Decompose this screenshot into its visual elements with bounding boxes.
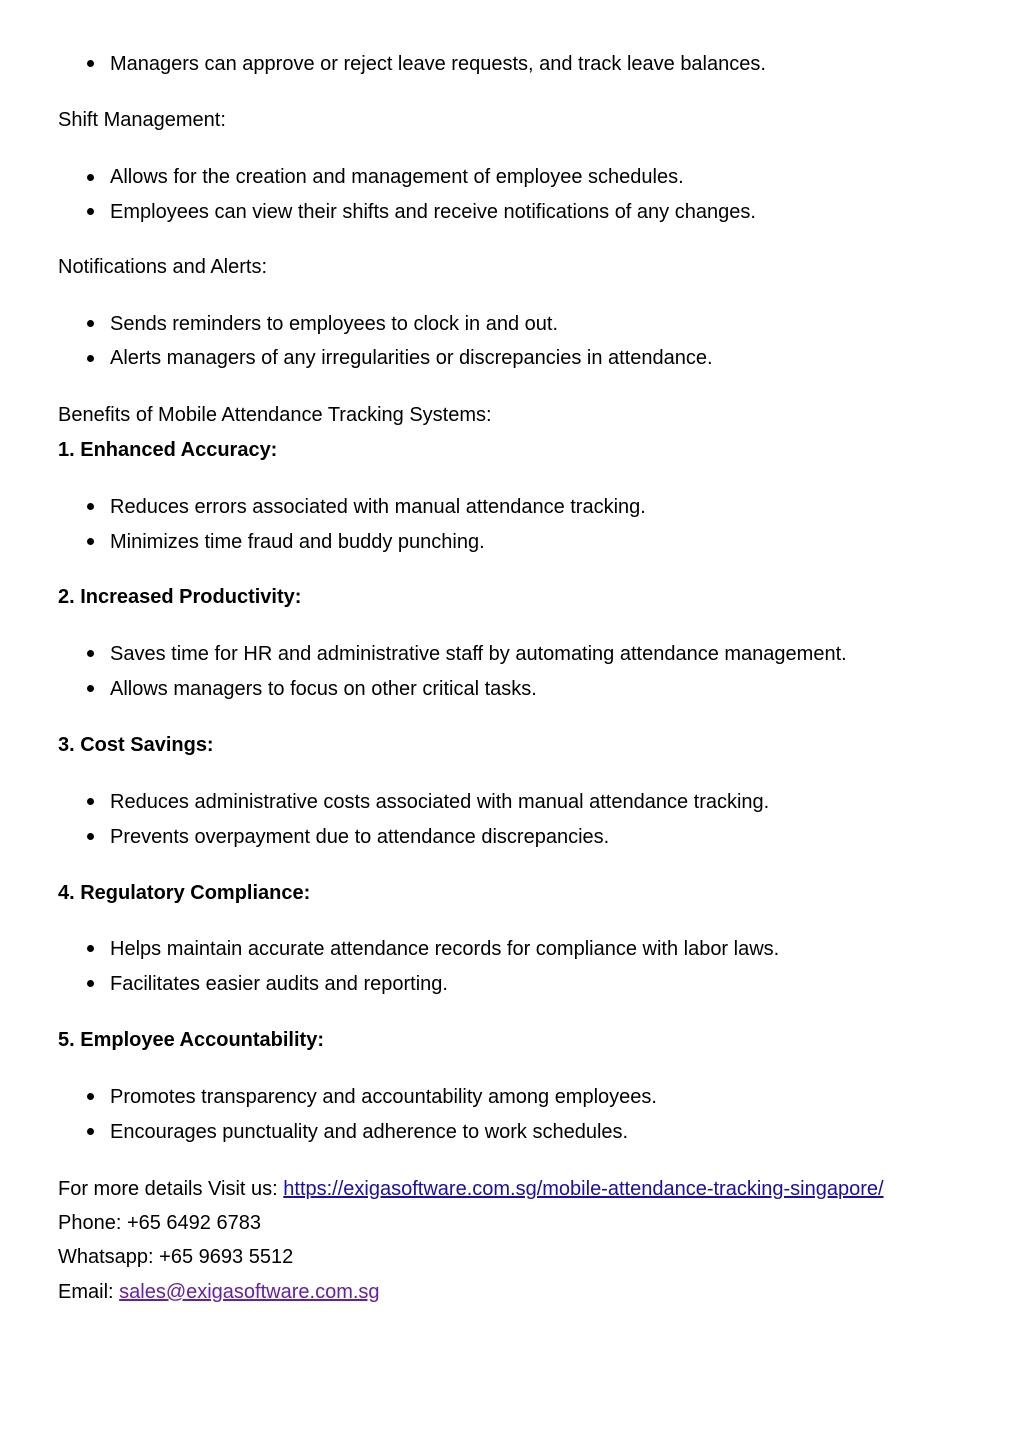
bullet-dot (87, 174, 94, 181)
bullet-dot (87, 355, 94, 362)
cost-bullet-1: Reduces administrative costs associated with manual attendance tracking. (110, 791, 770, 813)
benefit-title-compliance: 4. Regulatory Compliance: (58, 882, 311, 904)
benefits-heading: Benefits of Mobile Attendance Tracking Systems: (58, 404, 492, 426)
bullet-dot (87, 945, 94, 952)
accountability-bullet-2: Encourages punctuality and adherence to work schedules. (110, 1121, 629, 1143)
bullet-dot (87, 1093, 94, 1100)
productivity-bullet-2: Allows managers to focus on other critical tasks. (110, 678, 537, 700)
email-label: Email: (58, 1281, 120, 1303)
bullet-dot (87, 798, 94, 805)
accuracy-bullet-2: Minimizes time fraud and buddy punching. (110, 531, 485, 553)
notifications-bullet-2: Alerts managers of any irregularities or discrepancies in attendance. (110, 347, 713, 369)
shift-management-heading: Shift Management: (58, 109, 226, 131)
accuracy-bullet-1: Reduces errors associated with manual attendance tracking. (110, 496, 646, 518)
notifications-bullet-1: Sends reminders to employees to clock in and out. (110, 313, 559, 335)
compliance-bullet-1: Helps maintain accurate attendance records for compliance with labor laws. (110, 938, 780, 960)
bullet-dot (87, 833, 94, 840)
notifications-heading: Notifications and Alerts: (58, 256, 267, 278)
bullet-dot (87, 60, 94, 67)
bullet-dot (87, 650, 94, 657)
email-link[interactable]: sales@exigasoftware.com.sg (119, 1281, 380, 1303)
shift-bullet-2: Employees can view their shifts and receive notifications of any changes. (110, 201, 756, 223)
bullet-dot (87, 1128, 94, 1135)
benefit-title-productivity: 2. Increased Productivity: (58, 586, 302, 608)
bullet-dot (87, 503, 94, 510)
email-line (58, 1280, 380, 1304)
bullet-dot (87, 980, 94, 987)
leave-requests-bullet: Managers can approve or reject leave requests, and track leave balances. (110, 53, 766, 75)
bullet-dot (87, 208, 94, 215)
website-link[interactable]: https://exigasoftware.com.sg/mobile-attendance-tracking-singapore/ (283, 1178, 884, 1200)
productivity-bullet-1: Saves time for HR and administrative staff by automating attendance management. (110, 643, 847, 665)
bullet-dot (87, 685, 94, 692)
bullet-dot (87, 538, 94, 545)
phone-line: Phone: +65 6492 6783 (58, 1212, 261, 1234)
benefit-title-accountability: 5. Employee Accountability: (58, 1029, 324, 1051)
shift-bullet-1: Allows for the creation and management of employee schedules. (110, 166, 684, 188)
benefit-title-accuracy: 1. Enhanced Accuracy: (58, 439, 278, 461)
cost-bullet-2: Prevents overpayment due to attendance discrepancies. (110, 826, 610, 848)
bullet-dot (87, 320, 94, 327)
benefit-title-cost-savings: 3. Cost Savings: (58, 734, 214, 756)
details-line (58, 1177, 884, 1201)
whatsapp-line: Whatsapp: +65 9693 5512 (58, 1246, 294, 1268)
details-label: For more details Visit us: (58, 1178, 284, 1200)
compliance-bullet-2: Facilitates easier audits and reporting. (110, 973, 448, 995)
accountability-bullet-1: Promotes transparency and accountability among employees. (110, 1086, 657, 1108)
